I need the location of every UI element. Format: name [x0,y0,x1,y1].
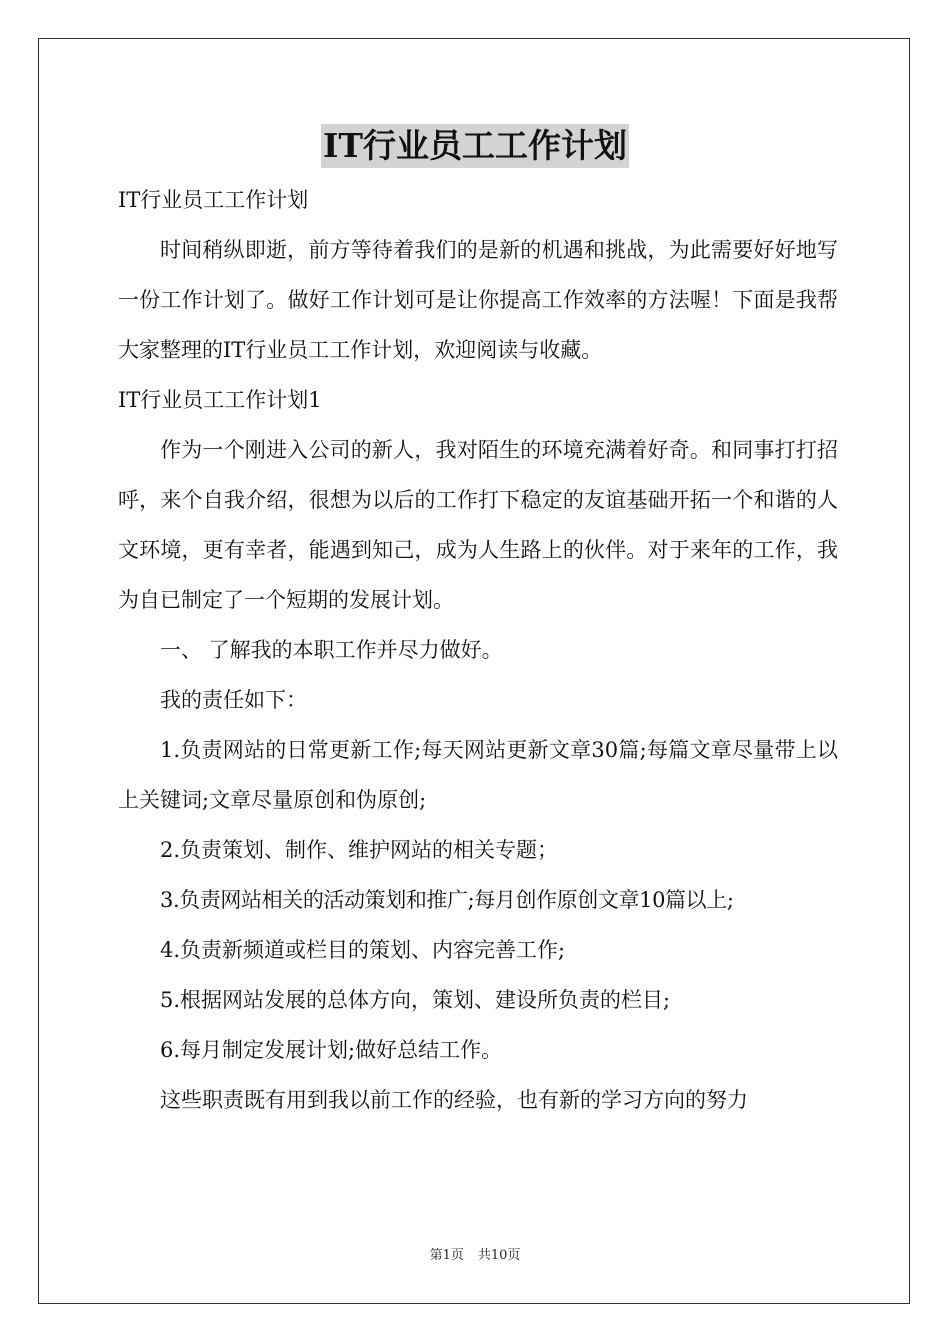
paragraph: 这些职责既有用到我以前工作的经验，也有新的学习方向的努力 [160,1088,748,1112]
paragraph: 6.每月制定发展计划;做好总结工作。 [160,1038,503,1062]
paragraph: 4.负责新频道或栏目的策划、内容完善工作; [160,938,566,962]
paragraph: 5.根据网站发展的总体方向，策划、建设所负责的栏目; [160,988,671,1012]
document-body [118,175,838,1125]
paragraph: 2.负责策划、制作、维护网站的相关专题； [160,838,559,862]
page-footer [0,1247,950,1265]
paragraph: IT行业员工工作计划 [118,188,309,212]
paragraph: IT行业员工工作计划1 [118,388,322,412]
paragraph: 一、 了解我的本职工作并尽力做好。 [160,638,503,662]
paragraph: 1.负责网站的日常更新工作;每天网站更新文章30篇;每篇文章尽量带上以上关键词;文章尽量原创和伪原创; [118,738,838,812]
page-number: 第1页 [429,1248,464,1263]
paragraph: 作为一个刚进入公司的新人，我对陌生的环境充满着好奇。和同事打打招呼，来个自我介绍，很想为以后的工作打下稳定的友谊基础开拓一个和谐的人文环境，更有幸者，能遇到知己，成为人生路上的伙伴。对于来年的工作，我为自已制定了一个短期的发展计划。 [118,438,838,612]
title-area [0,124,950,168]
paragraph: 时间稍纵即逝，前方等待着我们的是新的机遇和挑战，为此需要好好地写一份工作计划了。做好工作计划可是让你提高工作效率的方法喔！下面是我帮大家整理的IT行业员工工作计划，欢迎阅读与收藏。 [118,238,838,362]
paragraph: 我的责任如下： [160,688,307,712]
paragraph: 3.负责网站相关的活动策划和推广;每月创作原创文章10篇以上; [160,888,734,912]
page-total: 共10页 [477,1248,521,1263]
document-title: IT行业员工工作计划 [321,124,629,168]
